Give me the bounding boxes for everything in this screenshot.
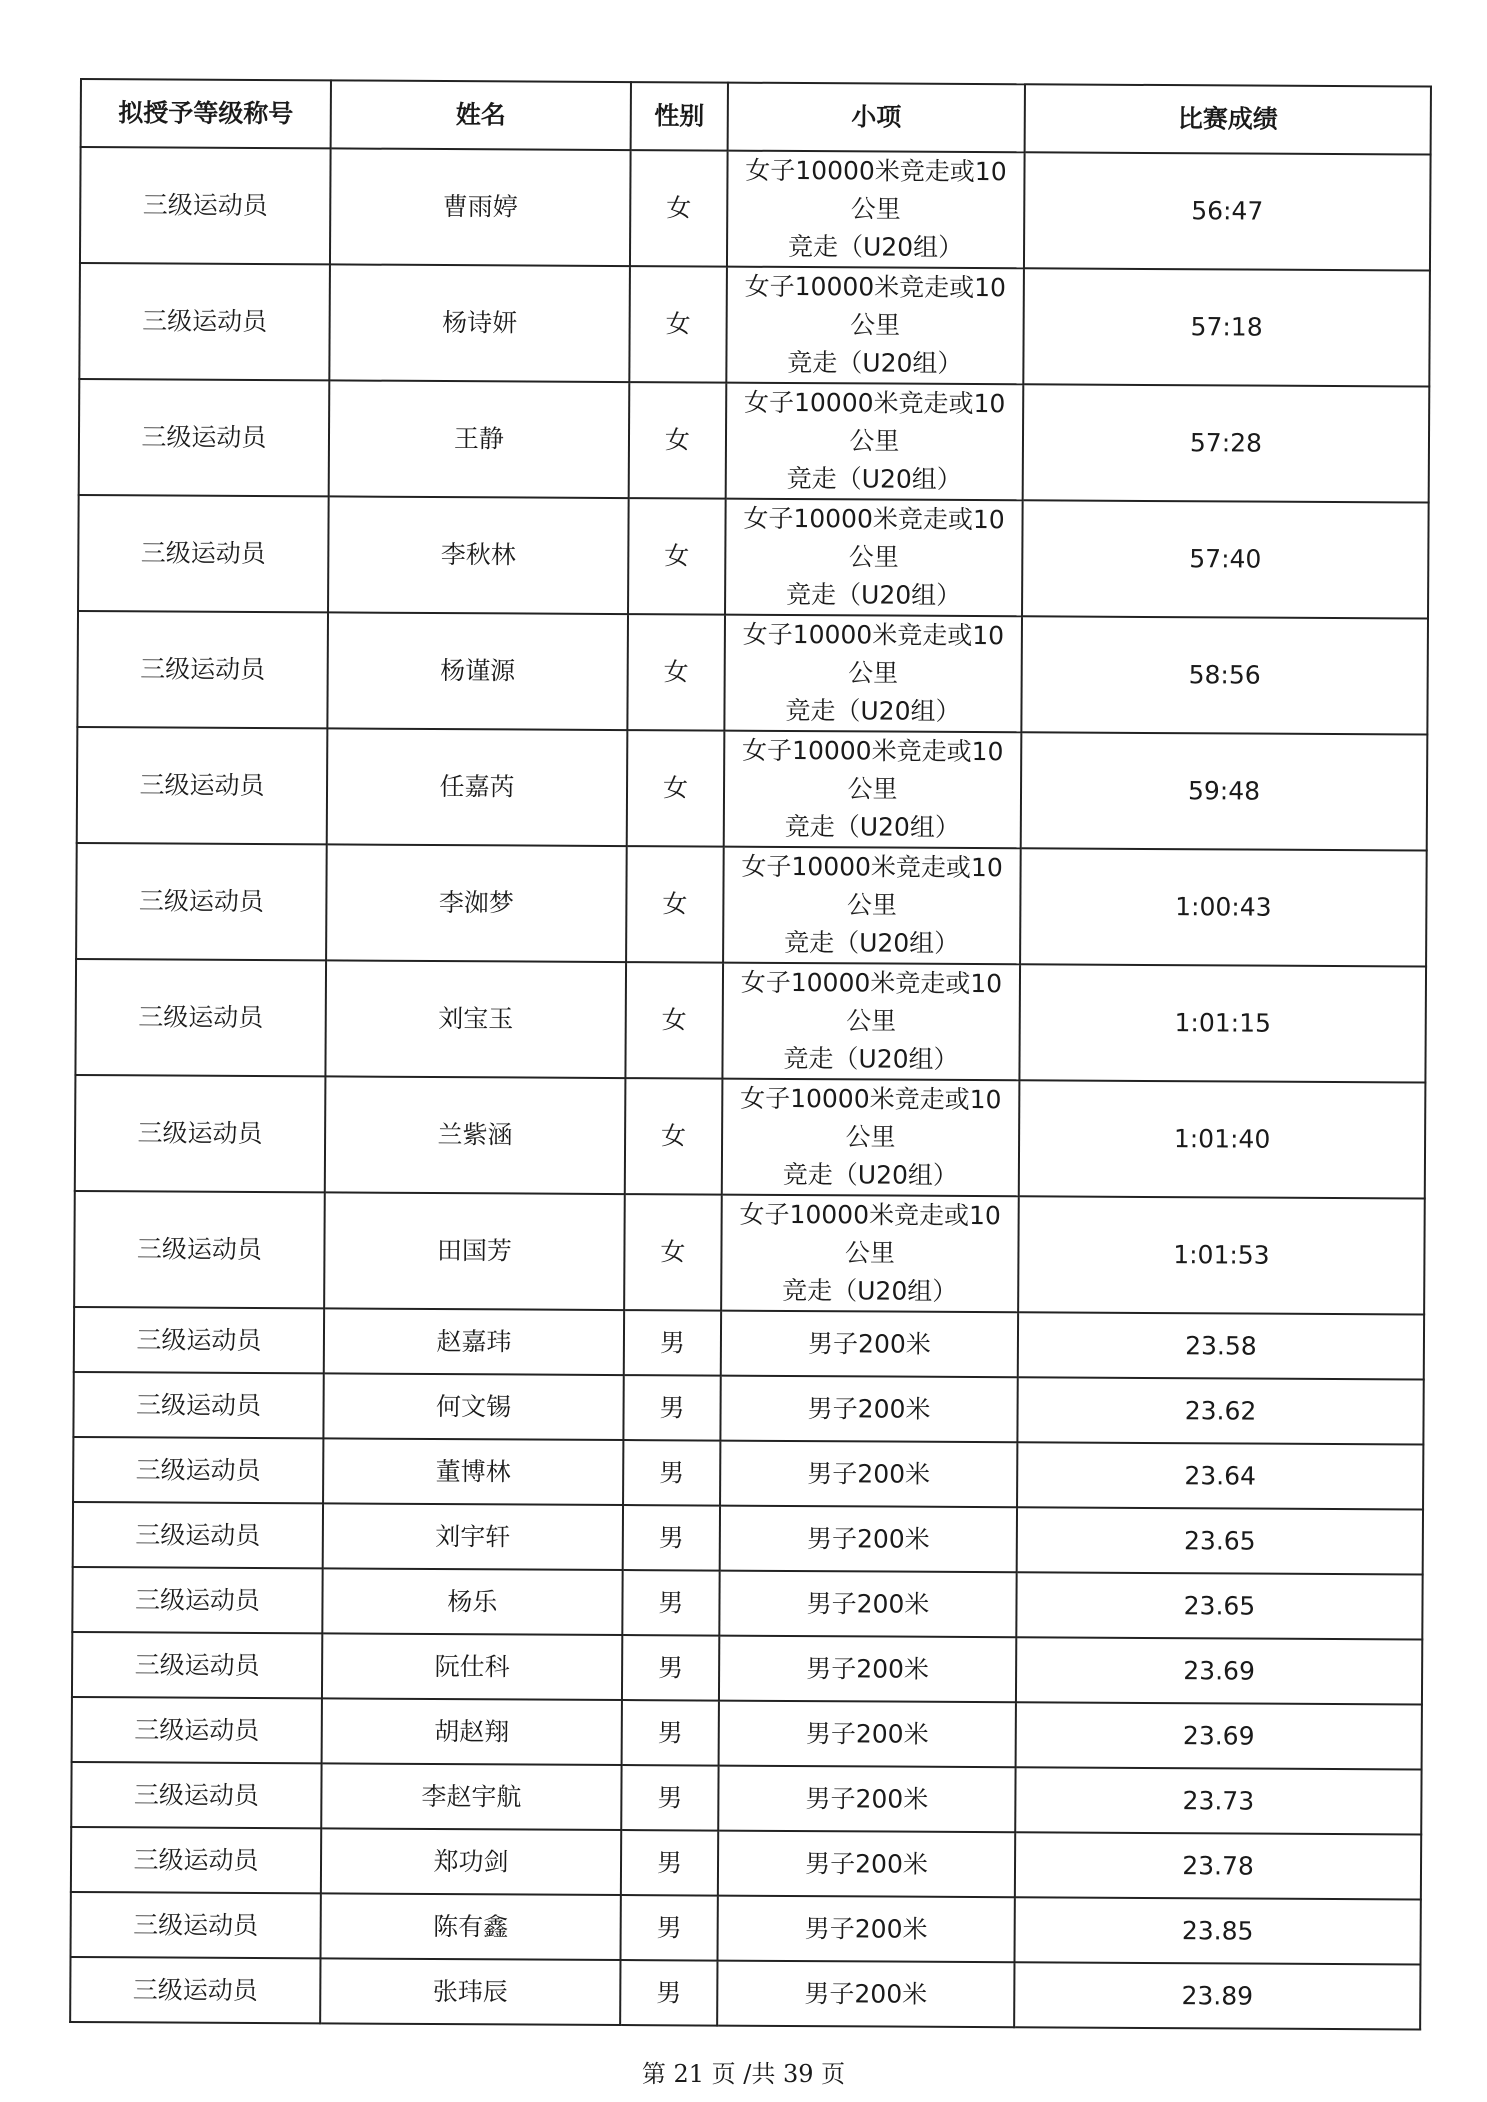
cell-grade-title: 三级运动员 (77, 611, 328, 728)
table-row (79, 379, 1430, 503)
cell-grade-title: 三级运动员 (75, 959, 326, 1076)
table-row (75, 959, 1426, 1083)
cell-name: 胡赵翔 (322, 1698, 622, 1765)
cell-gender: 女 (626, 846, 724, 963)
table-header-row (81, 79, 1431, 155)
cell-name: 杨诗妍 (329, 264, 630, 382)
cell-gender: 男 (620, 1960, 717, 2026)
cell-name: 杨谨源 (327, 612, 628, 730)
cell-result: 23.58 (1018, 1312, 1424, 1379)
cell-grade-title: 三级运动员 (80, 147, 331, 264)
cell-event: 女子10000米竞走或10公里 竞走（U20组） (726, 267, 1024, 385)
cell-event: 男子200米 (718, 1766, 1015, 1833)
cell-name: 田国芳 (324, 1192, 625, 1310)
cell-result: 23.65 (1017, 1507, 1423, 1574)
cell-gender: 女 (628, 498, 726, 615)
cell-name: 李秋林 (328, 496, 629, 614)
table-row (72, 1697, 1422, 1770)
cell-name: 曹雨婷 (330, 148, 631, 266)
cell-gender: 女 (624, 1194, 722, 1311)
page-number-footer: 第 21 页 /共 39 页 (641, 2060, 846, 2088)
cell-result: 23.89 (1014, 1962, 1420, 2029)
table-row (73, 1502, 1423, 1575)
cell-gender: 男 (622, 1570, 719, 1636)
cell-result: 58:56 (1021, 616, 1428, 734)
cell-gender: 女 (627, 730, 725, 847)
cell-name: 刘宝玉 (325, 960, 626, 1078)
cell-gender: 男 (623, 1440, 720, 1506)
cell-grade-title: 三级运动员 (71, 1892, 321, 1958)
cell-event: 女子10000米竞走或10公里 竞走（U20组） (722, 1079, 1020, 1197)
cell-event: 女子10000米竞走或10公里 竞走（U20组） (726, 383, 1024, 501)
cell-grade-title: 三级运动员 (75, 1075, 326, 1192)
cell-event: 女子10000米竞走或10公里 竞走（U20组） (725, 499, 1023, 617)
cell-name: 刘宇轩 (323, 1503, 623, 1570)
cell-result: 23.62 (1017, 1377, 1423, 1444)
cell-gender: 女 (625, 962, 723, 1079)
cell-event: 男子200米 (719, 1571, 1016, 1638)
cell-name: 任嘉芮 (327, 728, 628, 846)
cell-grade-title: 三级运动员 (77, 727, 328, 844)
cell-name: 何文锡 (323, 1373, 623, 1440)
cell-result: 57:40 (1022, 500, 1429, 618)
cell-grade-title: 三级运动员 (72, 1632, 322, 1698)
cell-result: 59:48 (1021, 732, 1428, 850)
cell-grade-title: 三级运动员 (79, 263, 330, 380)
cell-event: 女子10000米竞走或10公里 竞走（U20组） (724, 731, 1022, 849)
cell-result: 23.64 (1017, 1442, 1423, 1509)
cell-event: 男子200米 (719, 1636, 1016, 1703)
cell-result: 23.85 (1014, 1897, 1420, 1964)
cell-result: 23.69 (1016, 1702, 1422, 1769)
cell-event: 女子10000米竞走或10公里 竞走（U20组） (727, 151, 1025, 269)
cell-name: 董博林 (323, 1438, 623, 1505)
table-row (79, 263, 1430, 387)
cell-event: 男子200米 (720, 1441, 1017, 1508)
table-row (71, 1762, 1421, 1835)
cell-grade-title: 三级运动员 (73, 1437, 323, 1503)
cell-gender: 男 (621, 1830, 718, 1896)
cell-event: 男子200米 (718, 1831, 1015, 1898)
table-row (74, 1307, 1424, 1380)
cell-grade-title: 三级运动员 (70, 1957, 320, 2023)
cell-name: 赵嘉玮 (324, 1308, 624, 1375)
header-grade-title: 拟授予等级称号 (81, 79, 331, 148)
table-row (73, 1437, 1423, 1510)
table-row (72, 1632, 1422, 1705)
cell-grade-title: 三级运动员 (79, 379, 330, 496)
table-row (71, 1892, 1421, 1965)
cell-name: 王静 (329, 380, 630, 498)
cell-grade-title: 三级运动员 (72, 1697, 322, 1763)
cell-event: 女子10000米竞走或10公里 竞走（U20组） (724, 615, 1022, 733)
cell-result: 23.69 (1016, 1637, 1422, 1704)
header-event: 小项 (728, 83, 1025, 153)
cell-grade-title: 三级运动员 (76, 843, 327, 960)
cell-gender: 男 (624, 1310, 721, 1376)
cell-grade-title: 三级运动员 (78, 495, 329, 612)
cell-event: 男子200米 (720, 1506, 1017, 1573)
cell-gender: 男 (622, 1635, 719, 1701)
cell-grade-title: 三级运动员 (73, 1372, 323, 1438)
table-row (71, 1827, 1421, 1900)
table-row (77, 611, 1428, 735)
cell-result: 57:18 (1023, 268, 1430, 386)
cell-result: 23.78 (1015, 1832, 1421, 1899)
cell-result: 56:47 (1024, 152, 1431, 270)
cell-gender: 男 (623, 1375, 720, 1441)
cell-grade-title: 三级运动员 (71, 1827, 321, 1893)
cell-result: 23.65 (1016, 1572, 1422, 1639)
table-row (77, 727, 1428, 851)
cell-event: 女子10000米竞走或10公里 竞走（U20组） (723, 847, 1021, 965)
cell-event: 女子10000米竞走或10公里 竞走（U20组） (722, 963, 1020, 1081)
cell-result: 57:28 (1023, 384, 1430, 502)
header-result: 比赛成绩 (1025, 84, 1431, 154)
cell-gender: 女 (627, 614, 725, 731)
cell-result: 1:00:43 (1020, 848, 1427, 966)
cell-event: 男子200米 (717, 1896, 1014, 1963)
header-name: 姓名 (331, 80, 631, 150)
cell-event: 男子200米 (719, 1701, 1016, 1768)
cell-grade-title: 三级运动员 (73, 1502, 323, 1568)
cell-grade-title: 三级运动员 (74, 1307, 324, 1373)
cell-gender: 女 (629, 382, 727, 499)
cell-gender: 女 (625, 1078, 723, 1195)
cell-result: 1:01:15 (1019, 964, 1426, 1082)
table-row (70, 1957, 1420, 2030)
cell-result: 1:01:53 (1018, 1196, 1425, 1314)
cell-gender: 男 (623, 1505, 720, 1571)
cell-grade-title: 三级运动员 (71, 1762, 321, 1828)
table-row (80, 147, 1431, 271)
cell-name: 杨乐 (322, 1568, 622, 1635)
table-body (70, 147, 1430, 2030)
cell-gender: 男 (620, 1895, 717, 1961)
cell-event: 女子10000米竞走或10公里 竞走（U20组） (721, 1195, 1019, 1313)
cell-name: 李赵宇航 (321, 1763, 621, 1830)
cell-result: 1:01:40 (1019, 1080, 1426, 1198)
cell-name: 张玮辰 (320, 1958, 620, 2025)
table-row (78, 495, 1429, 619)
cell-name: 阮仕科 (322, 1633, 622, 1700)
cell-grade-title: 三级运动员 (72, 1567, 322, 1633)
cell-name: 李洳梦 (326, 844, 627, 962)
table-row (73, 1372, 1423, 1445)
cell-name: 陈有鑫 (321, 1893, 621, 1960)
cell-name: 郑功剑 (321, 1828, 621, 1895)
table-row (72, 1567, 1422, 1640)
cell-event: 男子200米 (720, 1376, 1017, 1443)
cell-name: 兰紫涵 (325, 1076, 626, 1194)
cell-result: 23.73 (1015, 1767, 1421, 1834)
cell-gender: 女 (630, 150, 728, 267)
table-row (75, 1075, 1426, 1199)
cell-gender: 女 (629, 266, 727, 383)
cell-event: 男子200米 (717, 1961, 1014, 2028)
cell-gender: 男 (622, 1700, 719, 1766)
athlete-grade-table (69, 78, 1432, 2031)
cell-grade-title: 三级运动员 (74, 1191, 325, 1308)
header-gender: 性别 (631, 82, 728, 151)
table-row (74, 1191, 1425, 1315)
cell-event: 男子200米 (721, 1311, 1018, 1378)
table-row (76, 843, 1427, 967)
cell-gender: 男 (621, 1765, 718, 1831)
